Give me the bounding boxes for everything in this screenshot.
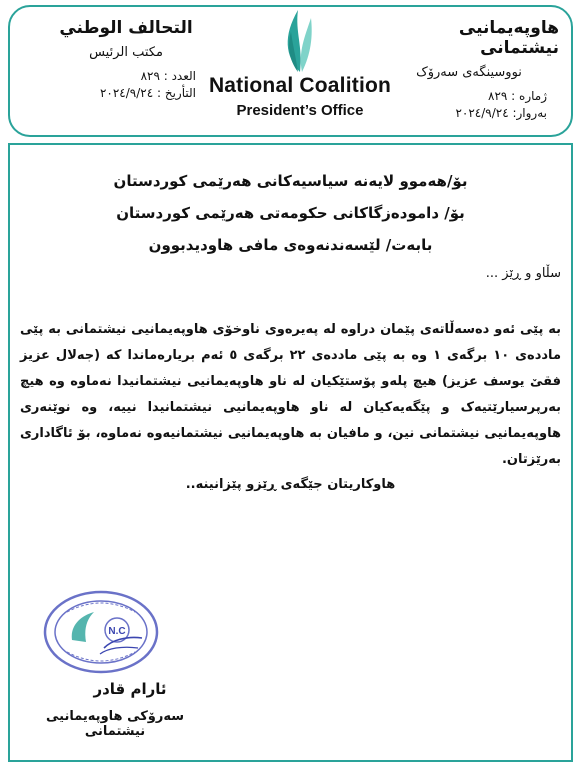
subject-line: بابەت/ لێسەندنەوەی مافی هاودیدبوون — [148, 236, 433, 254]
official-stamp — [42, 590, 160, 674]
closing-thanks: هاوکاریتان جێگەی ڕێزو پێزانینە.. — [185, 477, 396, 492]
date-kurdish: بەروار: ٢٠٢٤/٩/٢٤ — [455, 106, 547, 120]
letter-body: بە پێی ئەو دەسەڵاتەی پێمان دراوە لە پەیرەوی ناوخۆی هاوپەیمانیی نیشتمانی بە پێی ماددەی ١٠ برگەی ١ وە بە پێی ماددەی ٢٢ برگەی ٥ ئەم بریارەماندا کە (جەلال عزیز فقێ یوسف عزیز) هیچ پلەو پۆستێکیان لە ناو هاوپەیمانیی نیشتمانیدا نەماوە وە هیچ بەرپرسیارێتیەک و پێگەیەکیان لە ناو هاوپەیمانیی نیشتمانیدا نییە، وە نوێنەری هاوپەیمانیی نیشتمانی نین، و مافیان بە هاوپەیمانیی نیشتمانیەوە نەماوە، بۆ ئاگاداری بەرێزتان. — [20, 322, 561, 467]
stamp-mark: N.C — [108, 626, 126, 637]
recipient-2: بۆ/ دامودەزگاکانی حکومەتی هەرێمی کوردستان — [116, 204, 465, 222]
department-arabic: مكتب الرئيس — [89, 45, 163, 60]
greeting: سڵاو و ڕێز ... — [485, 266, 561, 281]
signatory-name: ئارام قادر — [93, 680, 167, 698]
signatory-title: سەرۆکی هاوپەیمانیی نیشتمانی — [45, 709, 185, 739]
logo — [205, 6, 395, 131]
date-arabic: التأريخ : ٢٠٢٤/٩/٢٤ — [99, 86, 196, 100]
reference-kurdish — [379, 88, 559, 122]
org-name-kurdish: هاوپەیمانیی نیشتمانی — [458, 18, 559, 58]
number-kurdish: ژمارە : ٨٢٩ — [488, 89, 547, 103]
logo-name: National Coalition — [208, 74, 392, 97]
recipient-1: بۆ/هەموو لایەنە سیاسیەکانی هەرێمی کوردستان — [113, 172, 468, 190]
stamp-seal-icon — [42, 590, 160, 674]
logo-office: President’s Office — [236, 102, 364, 119]
number-arabic: العدد : ٨٢٩ — [140, 69, 196, 83]
department-kurdish: نووسینگەی سەرۆک — [416, 65, 522, 80]
org-name-arabic: التحالف الوطني — [59, 18, 193, 38]
reference-arabic — [56, 68, 196, 102]
flame-logo-icon — [265, 6, 335, 76]
letterhead-arabic — [56, 18, 196, 102]
letterhead-kurdish — [379, 18, 559, 122]
